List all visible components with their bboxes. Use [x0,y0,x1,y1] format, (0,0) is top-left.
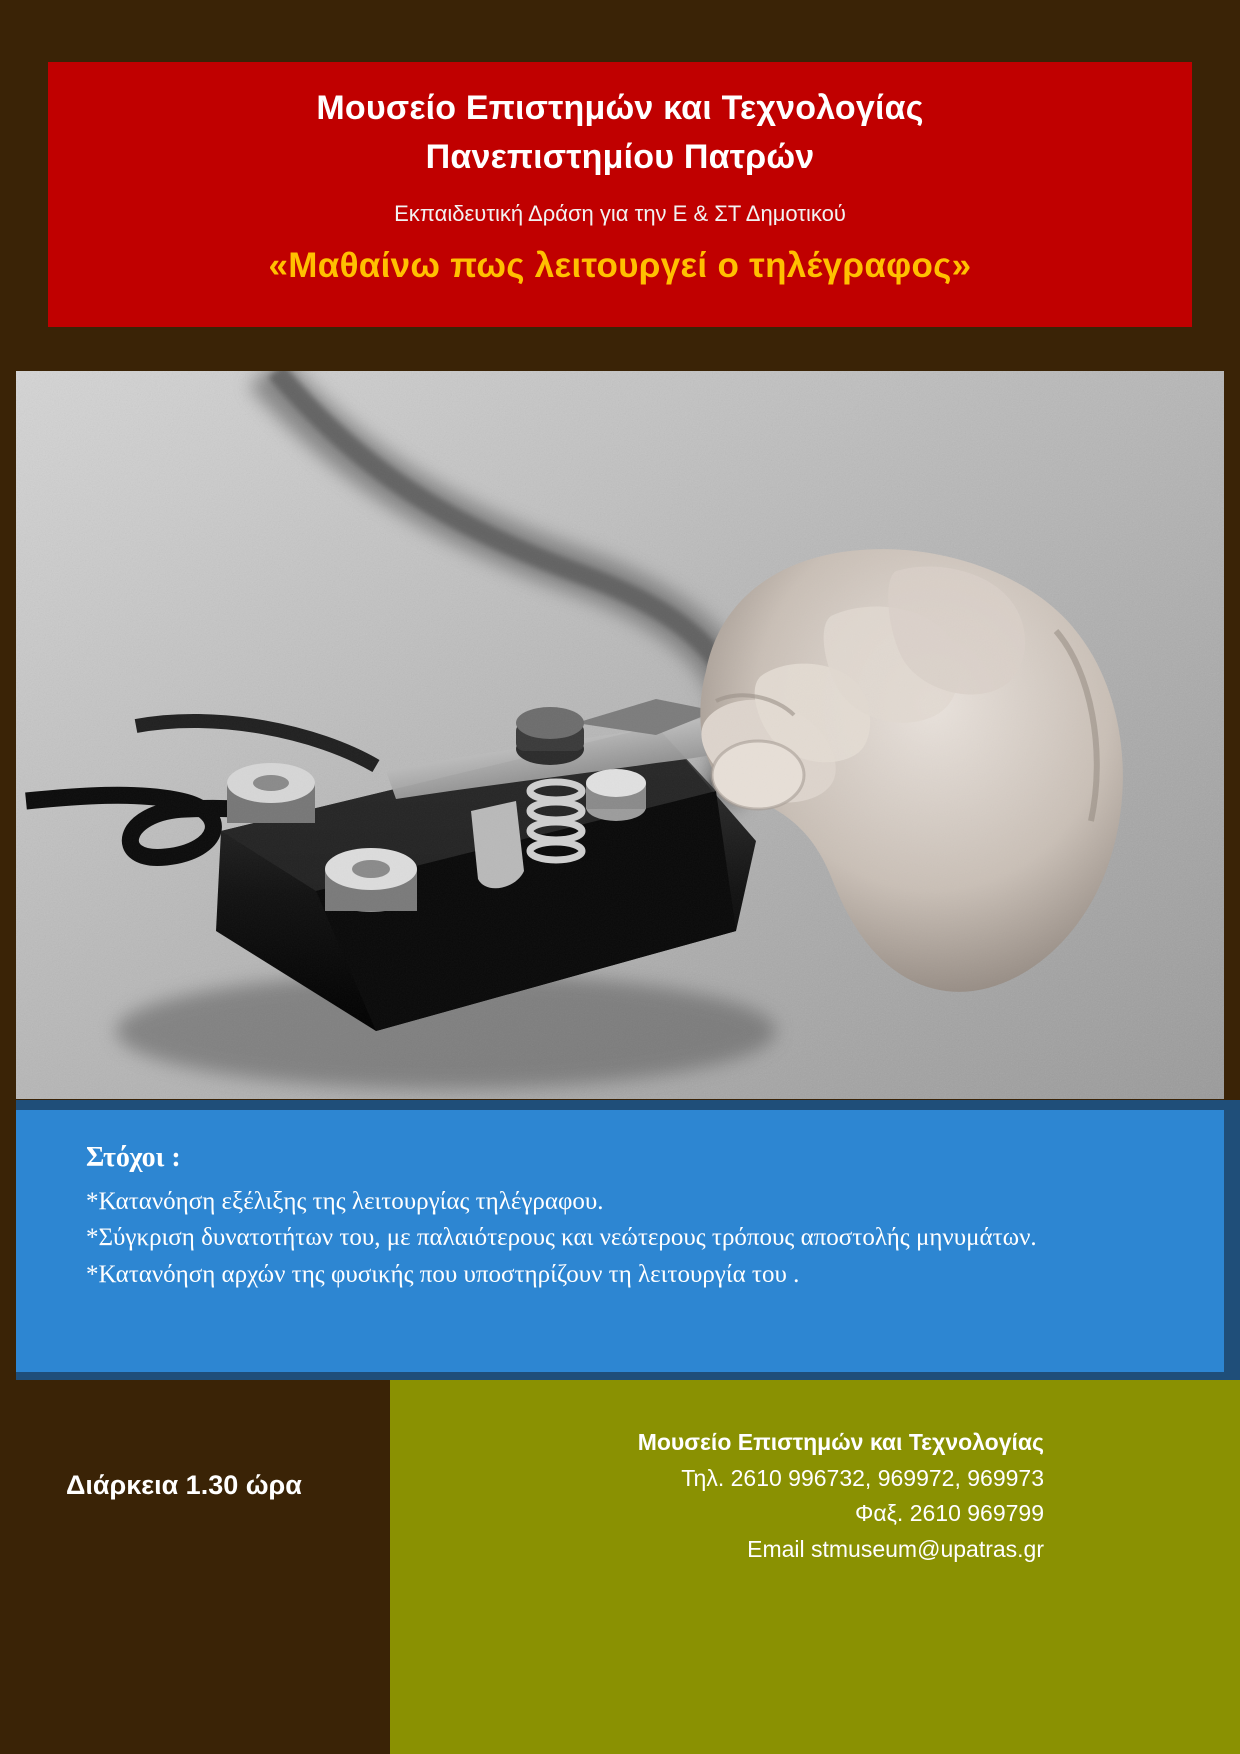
contact-info [638,1425,1044,1568]
objectives-heading: Στόχοι : [86,1142,181,1173]
objective-item-2: *Σύγκριση δυνατοτήτων του, με παλαιότερους και νεώτερους τρόπους αποστολής μηνυμάτων. [86,1224,1037,1252]
contact-fax: Φαξ. 2610 969799 [854,1500,1044,1527]
header-subtitle: Εκπαιδευτική Δράση για την Ε & ΣΤ Δημοτικού [394,200,846,226]
telegraph-photo-illustration [16,371,1224,1099]
contact-museum-name: Μουσείο Επιστημών και Τεχνολογίας [637,1429,1044,1455]
museum-title-line-1: Μουσείο Επιστημών και Τεχνολογίας [316,89,924,127]
header-activity-title: «Μαθαίνω πως λειτουργεί ο τηλέγραφος» [268,245,972,285]
objective-item-1: *Κατανόηση εξέλιξης της λειτουργίας τηλέγραφου. [86,1188,604,1215]
telegraph-photo [16,371,1224,1099]
header-banner [48,62,1192,327]
contact-phone: Τηλ. 2610 996732, 969972, 969973 [681,1464,1044,1491]
footer-left-block [0,1380,390,1754]
duration-label: Διάρκεια 1.30 ώρα [66,1470,302,1500]
objectives-panel [16,1110,1224,1372]
contact-email: Email stmuseum@upatras.gr [747,1535,1044,1562]
objective-item-3: *Κατανόηση αρχών της φυσικής που υποστηρίζουν τη λειτουργία του . [86,1260,800,1288]
museum-title-line-2: Πανεπιστημίου Πατρών [425,138,815,177]
